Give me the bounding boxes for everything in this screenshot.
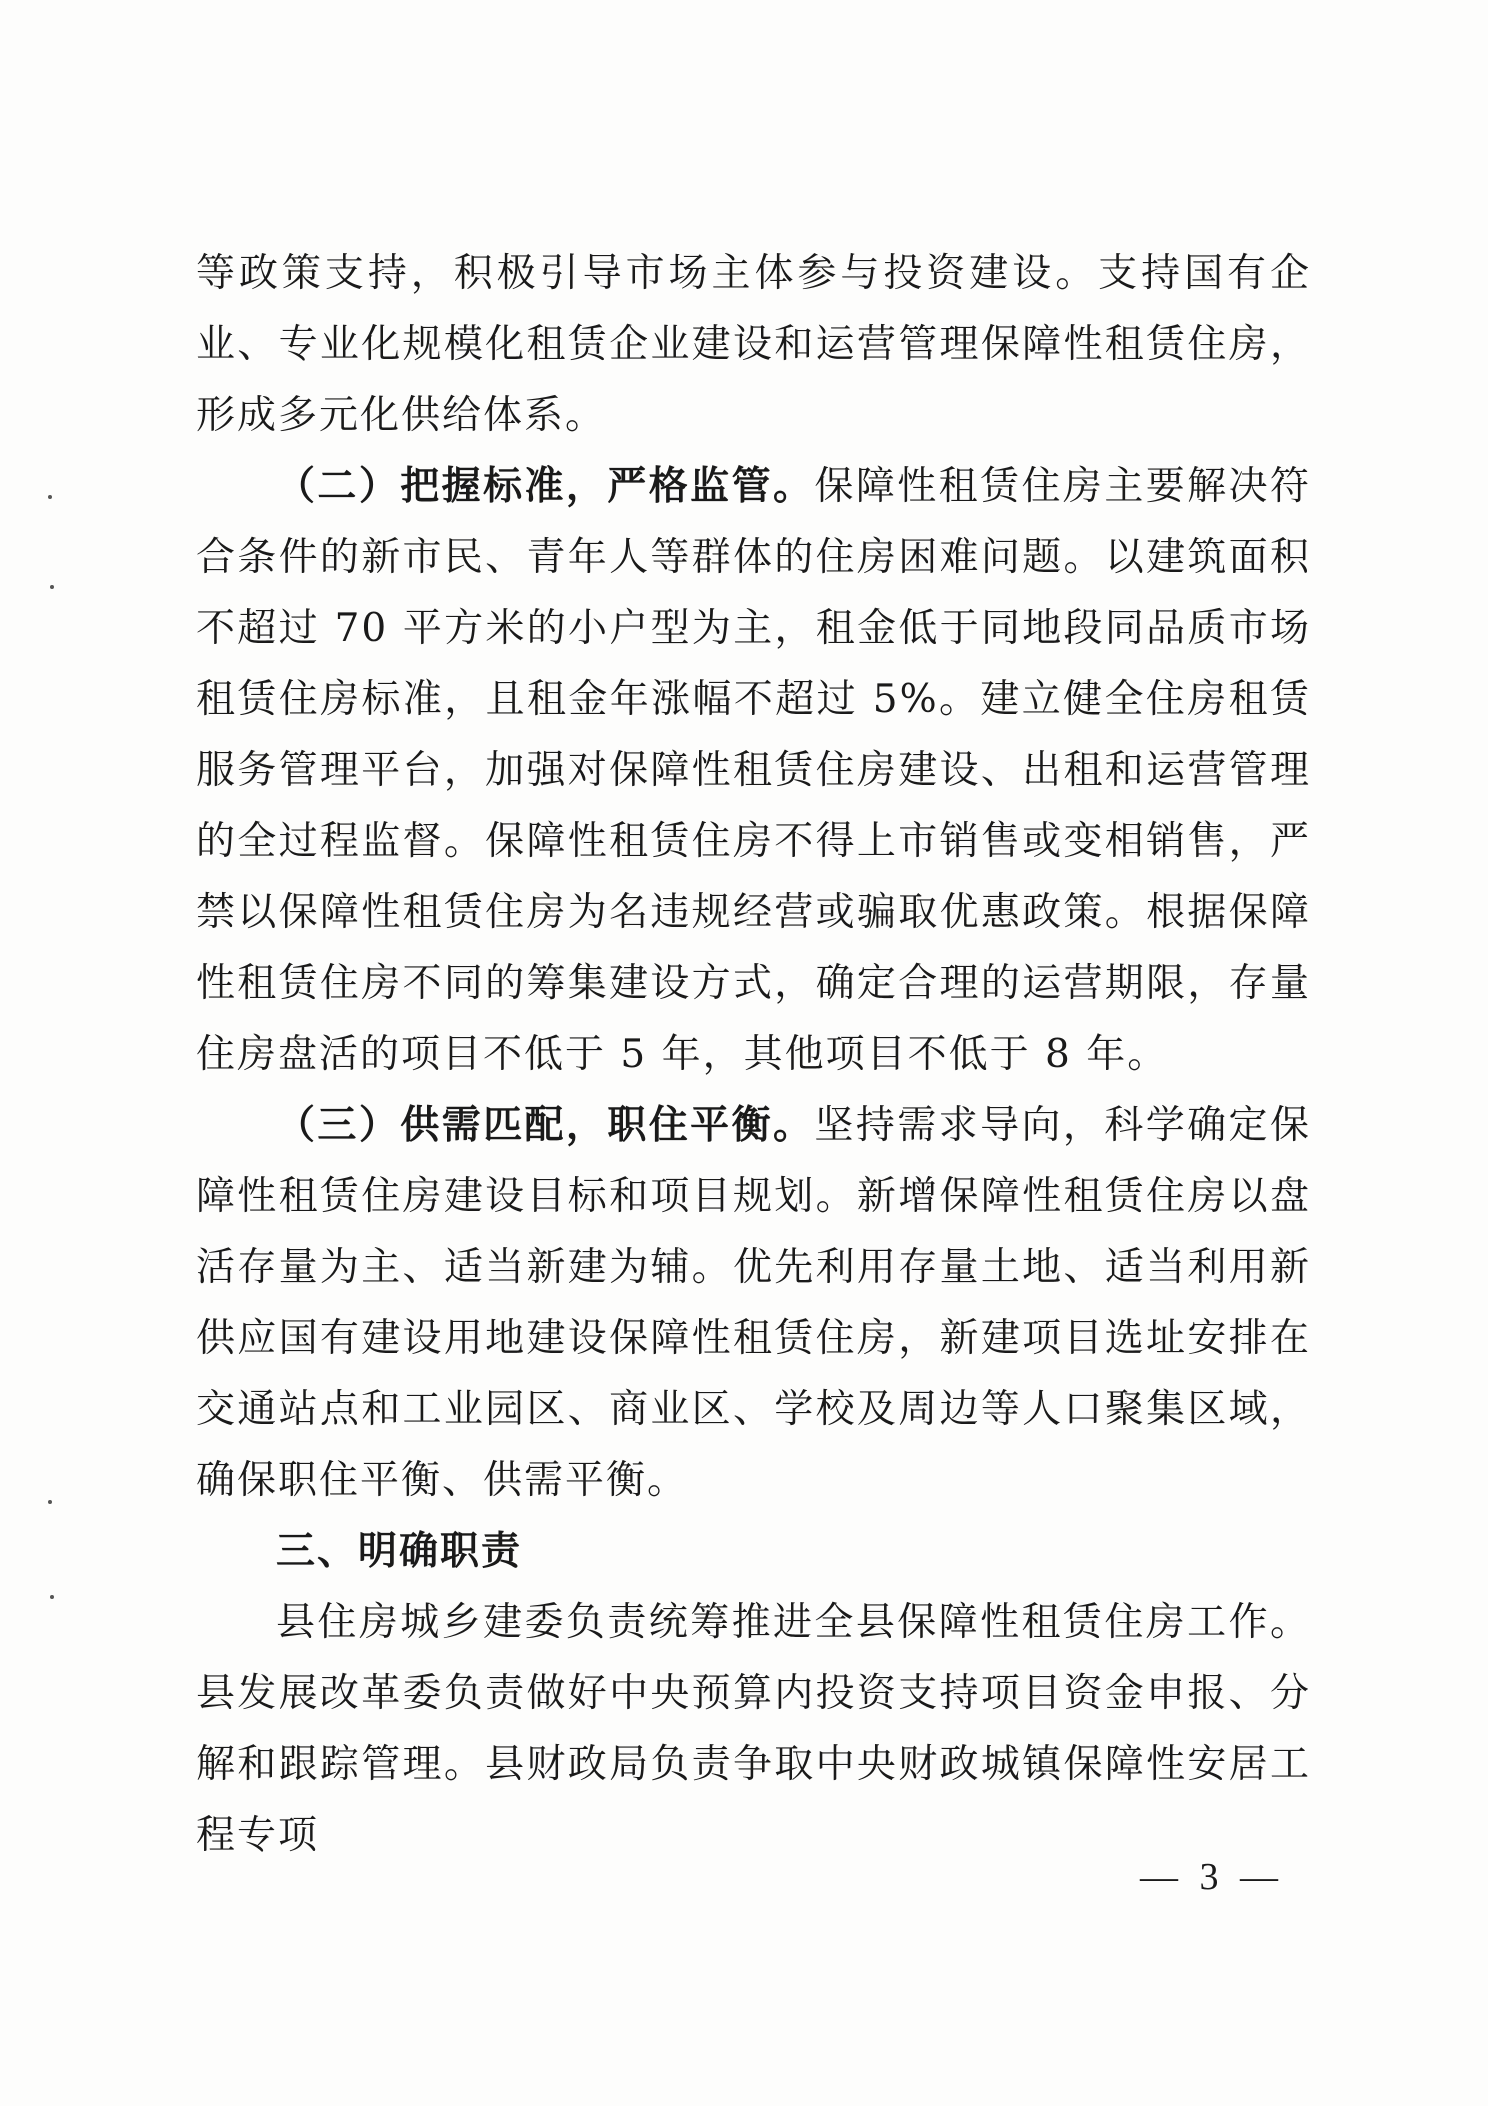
paragraph-standards — [196, 451, 1311, 1090]
section-heading-responsibilities: 三、明确职责 — [276, 1529, 523, 1574]
margin-mark — [50, 1595, 54, 1599]
paragraph-supply-demand-body: 坚持需求导向，科学确定保障性租赁住房建设目标和项目规划。新增保障性租赁住房以盘活存量为主、适当新建为辅。优先利用存量土地、适当利用新供应国有建设用地建设保障性租赁住房，新建项目选址安排在交通站点和工业园区、商业区、学校及周边等人口聚集区域，确保职住平衡、供需平衡。 — [196, 1103, 1311, 1503]
body-text — [196, 238, 1311, 1871]
paragraph-policy-support: 等政策支持，积极引导市场主体参与投资建设。支持国有企业、专业化规模化租赁企业建设和运营管理保障性租赁住房，形成多元化供给体系。 — [196, 251, 1311, 438]
section-heading-supply-demand: （三）供需匹配，职住平衡。 — [276, 1103, 815, 1148]
paragraph-supply-demand — [196, 1090, 1311, 1516]
margin-mark — [50, 585, 54, 589]
section-heading-standards: （二）把握标准，严格监管。 — [276, 464, 815, 509]
paragraph-responsibilities: 县住房城乡建委负责统筹推进全县保障性租赁住房工作。县发展改革委负责做好中央预算内投资支持项目资金申报、分解和跟踪管理。县财政局负责争取中央财政城镇保障性安居工程专项 — [196, 1600, 1311, 1858]
paragraph-standards-body: 保障性租赁住房主要解决符合条件的新市民、青年人等群体的住房困难问题。以建筑面积不超过 70 平方米的小户型为主，租金低于同地段同品质市场租赁住房标准，且租金年涨幅不超过 5%。建立健全住房租赁服务管理平台，加强对保障性租赁住房建设、出租和运营管理的全过程监督。保障性租赁住房不得上市销售或变相销售，严禁以保障性租赁住房为名违规经营或骗取优惠政策。根据保障性租赁住房不同的筹集建设方式，确定合理的运营期限，存量住房盘活的项目不低于 5 年，其他项目不低于 8 年。 — [196, 464, 1311, 1077]
page-number: — 3 — — [1140, 1856, 1284, 1898]
margin-mark — [48, 495, 52, 499]
margin-mark — [48, 1500, 52, 1504]
